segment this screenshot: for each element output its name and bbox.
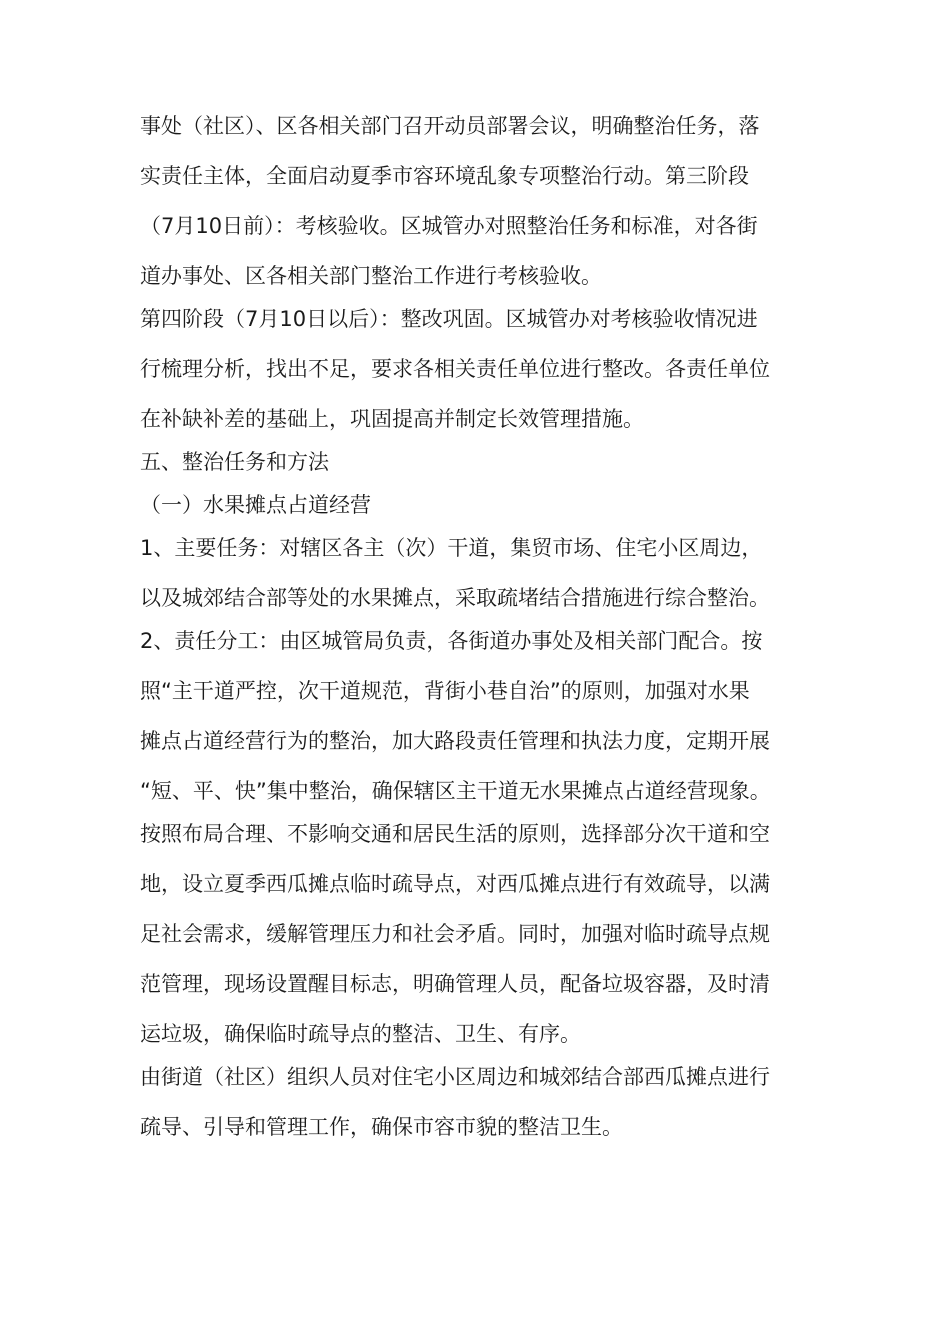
text-line: 2、责任分工：由区城管局负责，各街道办事处及相关部门配合。按 (140, 629, 763, 653)
text-line: 摊点占道经营行为的整治，加大路段责任管理和执法力度，定期开展 (140, 729, 770, 753)
text-line: （7月10日前）：考核验收。区城管办对照整治任务和标准，对各街 (140, 214, 758, 238)
text-line: 按照布局合理、不影响交通和居民生活的原则，选择部分次干道和空 (140, 822, 770, 846)
text-line: 运垃圾，确保临时疏导点的整洁、卫生、有序。 (140, 1022, 581, 1046)
text-line: 1、主要任务：对辖区各主（次）干道，集贸市场、住宅小区周边， (140, 536, 763, 560)
document-body (140, 112, 830, 1163)
text-line: 道办事处、区各相关部门整治工作进行考核验收。 (140, 264, 602, 288)
text-line: 足社会需求，缓解管理压力和社会矛盾。同时，加强对临时疏导点规 (140, 922, 770, 946)
text-line: 第四阶段（7月10日以后）：整改巩固。区城管办对考核验收情况进 (140, 307, 758, 331)
section-heading: 五、整治任务和方法 (140, 450, 329, 474)
text-line: “短、平、快”集中整治，确保辖区主干道无水果摊点占道经营现象。 (140, 779, 771, 803)
text-line: 事处（社区）、区各相关部门召开动员部署会议，明确整治任务，落 (140, 114, 760, 138)
text-line: 行梳理分析，找出不足，要求各相关责任单位进行整改。各责任单位 (140, 357, 770, 381)
text-line: 照“主干道严控，次干道规范，背街小巷自治”的原则，加强对水果 (140, 679, 750, 703)
subsection-heading: （一）水果摊点占道经营 (140, 493, 371, 517)
text-line: 以及城郊结合部等处的水果摊点，采取疏堵结合措施进行综合整治。 (140, 586, 770, 610)
text-line: 在补缺补差的基础上，巩固提高并制定长效管理措施。 (140, 407, 644, 431)
text-line: 范管理，现场设置醒目标志，明确管理人员，配备垃圾容器，及时清 (140, 972, 770, 996)
text-line: 疏导、引导和管理工作，确保市容市貌的整洁卫生。 (140, 1115, 623, 1139)
text-line: 由街道（社区）组织人员对住宅小区周边和城郊结合部西瓜摊点进行 (140, 1065, 770, 1089)
text-line: 地，设立夏季西瓜摊点临时疏导点，对西瓜摊点进行有效疏导，以满 (140, 872, 770, 896)
text-line: 实责任主体，全面启动夏季市容环境乱象专项整治行动。第三阶段 (140, 164, 749, 188)
